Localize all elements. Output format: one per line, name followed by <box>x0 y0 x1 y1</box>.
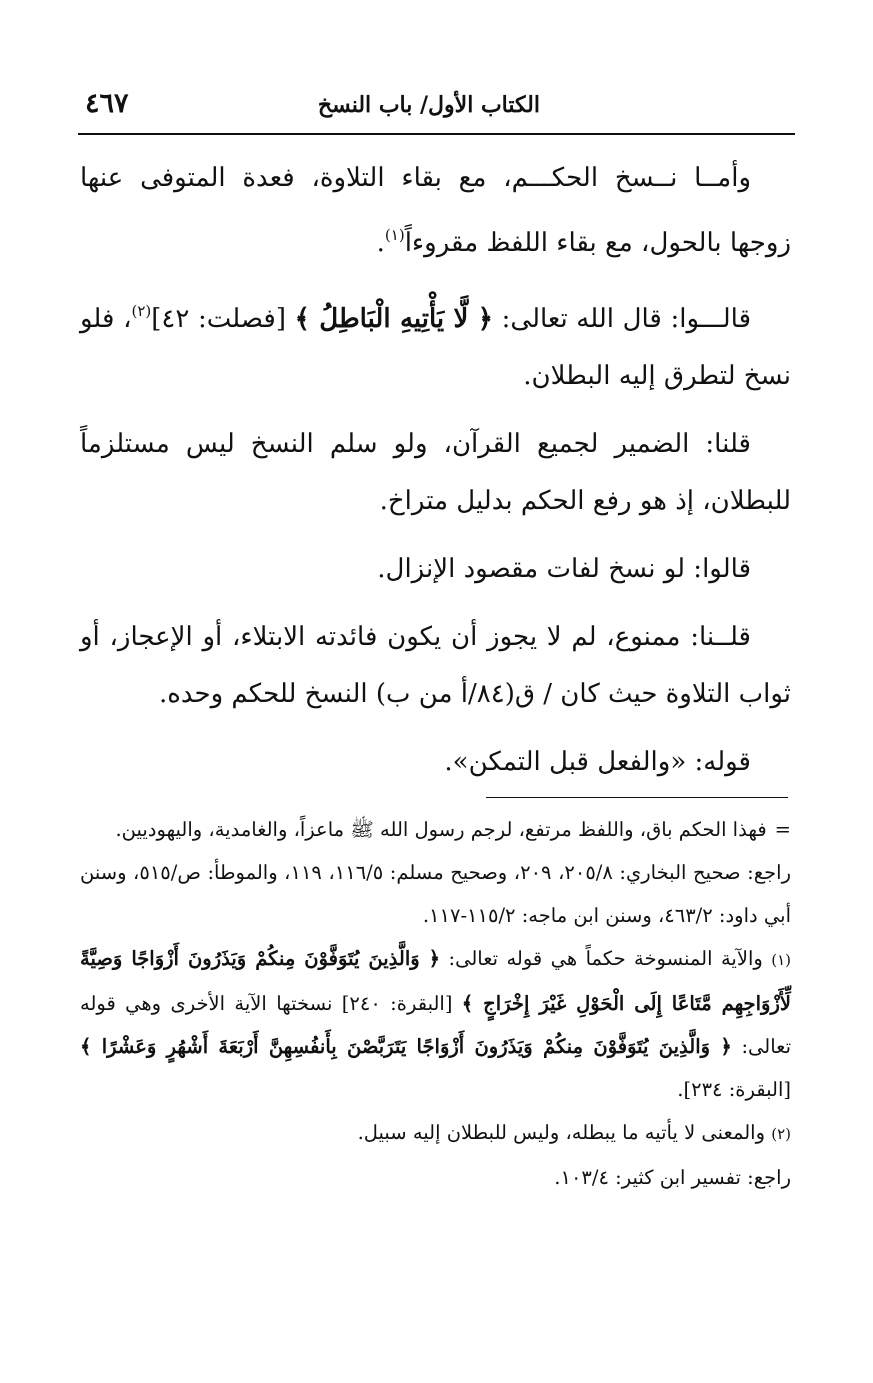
footnote-2-reference: راجع: تفسير ابن كثير: ١٠٣/٤. <box>554 1166 791 1189</box>
quran-verse: ﴿ وَالَّذِينَ يُتَوَفَّوْنَ مِنكُمْ وَيَذَرُونَ أَزْوَاجًا وَصِيَّةً لِّأَزْوَاجِهِم مَّتَاعًا إِلَى الْحَوْلِ غَيْرَ إِخْرَاجٍ ﴾ <box>80 947 791 1015</box>
footnote-continued <box>80 808 791 851</box>
page-header <box>80 78 793 130</box>
paragraph-reply-benefit: قلــنا: ممنوع، لم لا يجوز أن يكون فائدته الابتلاء، أو الإعجاز، أو ثواب التلاوة حيث كان / ق(٨٤/أ من ب) النسخ للحكم وحده. <box>80 622 791 709</box>
paragraph-objection-revelation: قالوا: لو نسخ لفات مقصود الإنزال. <box>377 554 751 584</box>
paragraph-text: . <box>376 228 385 258</box>
main-text <box>80 150 791 802</box>
footnote-text: والآية المنسوخة حكماً هي قوله تعالى: <box>440 947 772 970</box>
footnote-ref-2: (٢) <box>131 302 152 320</box>
footnote-text: فهذا الحكم باق، واللفظ مرتفع، لرجم رسول الله ﷺ ماعزاً، والغامدية، واليهوديين. <box>115 818 767 841</box>
page-number: ٤٦٧ <box>85 88 129 119</box>
paragraph-text: ، فلو نسخ لتطرق إليه البطلان. <box>80 304 791 391</box>
verse-citation: [فصلت: ٤٢] <box>151 304 295 334</box>
quran-verse: ﴿ وَالَّذِينَ يُتَوَفَّوْنَ مِنكُمْ وَيَذَرُونَ أَزْوَاجًا يَتَرَبَّصْنَ بِأَنفُسِهِنَّ أَرْبَعَةَ أَشْهُرٍ وَعَشْرًا ﴾ <box>80 1035 732 1058</box>
header-rule <box>78 133 795 135</box>
footnote-separator <box>486 797 788 798</box>
footnote-marker: (٢) <box>771 1125 791 1143</box>
continuation-marker: = <box>774 818 791 841</box>
paragraph-text: قالـــوا: قال الله تعالى: <box>493 304 752 334</box>
footnote-1 <box>80 937 791 1111</box>
paragraph-abrogation-ruling <box>80 150 791 272</box>
paragraph-quote-action: قوله: «والفعل قبل التمكن». <box>444 747 751 777</box>
running-title: الكتاب الأول/ باب النسخ <box>317 92 540 118</box>
footnote-text: [البقرة: ٢٤٠] نسختها الآية الأخرى وهي قوله تعالى: <box>80 992 792 1058</box>
paragraph-reply-pronoun: قلنا: الضمير لجميع القرآن، ولو سلم النسخ ليس مستلزماً للبطلان، إذ هو رفع الحكم بدليل متراخ. <box>80 429 791 516</box>
footnotes <box>80 808 791 1199</box>
footnote-text: والمعنى لا يأتيه ما يبطله، وليس للبطلان إليه سبيل. <box>357 1121 772 1144</box>
paragraph-text: وأمــا نــسخ الحكـــم، مع بقاء التلاوة، فعدة المتوفى عنها زوجها بالحول، مع بقاء اللفظ مقروءاً <box>80 163 791 258</box>
quran-verse: ﴿ لَّا يَأْتِيهِ الْبَاطِلُ ﴾ <box>294 304 494 334</box>
footnote-references: راجع: صحيح البخاري: ٢٠٥/٨، ٢٠٩، وصحيح مسلم: ١١٦/٥، ١١٩، والموطأ: ص/٥١٥، وسنن أبي داود: ٤٦٣/٢، وسنن ابن ماجه: ١١٥/٢-١١٧. <box>80 861 791 927</box>
footnote-marker: (١) <box>771 951 791 969</box>
footnote-ref-1: (١) <box>384 226 405 244</box>
verse-citation: [البقرة: ٢٣٤]. <box>677 1078 791 1101</box>
footnote-2 <box>80 1111 791 1156</box>
paragraph-objection-falsehood <box>80 283 791 405</box>
